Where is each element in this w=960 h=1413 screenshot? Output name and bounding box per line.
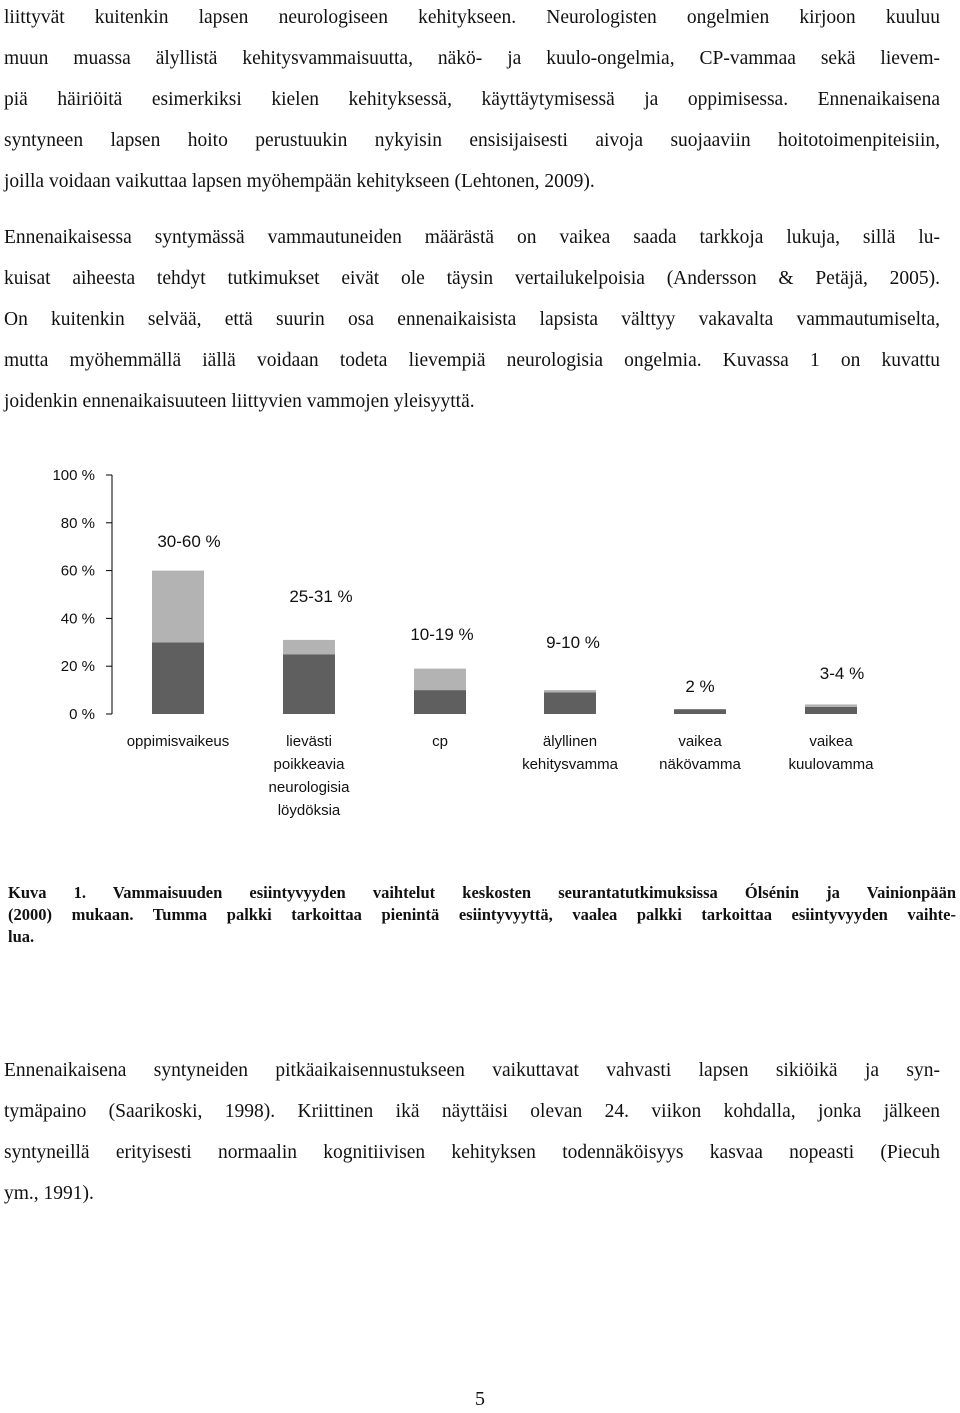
bar-minimum <box>544 692 596 714</box>
y-tick-label: 40 % <box>60 610 95 628</box>
paragraph-3-line: tymäpaino (Saarikoski, 1998). Kriittinen ikä näyttäisi olevan 24. viikon kohdalla, jonka jälkeen <box>4 1101 940 1122</box>
y-tick-label: 60 % <box>60 562 95 580</box>
paragraph-1-line: piä häiriöitä esimerkiksi kielen kehityksessä, käyttäytymisessä ja oppimisessa. Ennenaikaisena <box>4 89 940 110</box>
paragraph-1 <box>4 0 940 202</box>
y-tick-label: 100 % <box>52 467 95 484</box>
paragraph-1-line: syntyneen lapsen hoito perustuukin nykyisin ensisijaisesti aivoja suojaaviin hoitotoimenpiteisiin, <box>4 130 940 151</box>
data-label: 2 % <box>685 677 715 696</box>
bar-variation <box>544 690 596 692</box>
paragraph-2-line: kuisat aiheesta tehdyt tutkimukset eivät ole täysin vertailukelpoisia (Andersson & Petäjä, 2005). <box>4 268 940 289</box>
paragraph-2-line: mutta myöhemmällä iällä voidaan todeta lievempiä neurologisia ongelmia. Kuvassa 1 on kuvattu <box>4 350 940 371</box>
paragraph-1-line: muun muassa älyllistä kehitysvammaisuutta, näkö- ja kuulo-ongelmia, CP-vammaa sekä lievem- <box>4 48 940 69</box>
bar-minimum <box>283 654 335 714</box>
paragraph-2-line: joidenkin ennenaikaisuuteen liittyvien vammojen yleisyyttä. <box>4 391 475 412</box>
x-category-label: vaikea <box>809 733 853 750</box>
paragraph-3-line: syntyneillä erityisesti normaalin kognitiivisen kehityksen todennäköisyys kasvaa nopeasti (Piecuh <box>4 1142 940 1163</box>
x-category-label: kehitysvamma <box>522 756 618 773</box>
data-label: 10-19 % <box>410 625 474 644</box>
figure-caption <box>8 882 956 948</box>
y-axis <box>52 467 112 723</box>
paragraph-2-line: Ennenaikaisessa syntymässä vammautuneiden määrästä on vaikea saada tarkkoja lukuja, sillä lu- <box>4 227 940 248</box>
bar-variation <box>414 669 466 691</box>
y-tick-label: 80 % <box>60 514 95 532</box>
data-label: 30-60 % <box>157 532 221 551</box>
paragraph-1-line: joilla voidaan vaikuttaa lapsen myöhempään kehitykseen (Lehtonen, 2009). <box>4 171 595 192</box>
x-category-label: neurologisia <box>268 779 350 796</box>
x-category-label: lievästi <box>286 733 332 750</box>
data-labels <box>157 532 864 696</box>
paragraph-3 <box>4 1050 940 1214</box>
caption-line: Kuva 1. Vammaisuuden esiintyvyyden vaihtelut keskosten seurantatutkimuksissa Ólsénin ja Vainionpään <box>8 883 956 902</box>
data-label: 3-4 % <box>819 664 865 683</box>
y-tick-label: 20 % <box>60 658 95 676</box>
bar-variation <box>805 704 857 706</box>
caption-line: (2000) mukaan. Tumma palkki tarkoittaa pienintä esiintyvyyttä, vaalea palkki tarkoittaa esiintyvyyden vaihte- <box>8 905 956 924</box>
bar-variation <box>152 571 204 643</box>
data-label: 9-10 % <box>546 633 600 652</box>
x-category-label: löydöksia <box>277 802 341 819</box>
page-number: 5 <box>475 1388 485 1410</box>
data-label: 25-31 % <box>289 587 353 606</box>
bar-minimum <box>414 690 466 714</box>
bar-variation <box>283 640 335 654</box>
x-category-label: cp <box>432 733 448 750</box>
x-axis-labels <box>127 733 874 819</box>
bar-minimum <box>152 642 204 714</box>
x-category-label: oppimisvaikeus <box>126 733 230 750</box>
x-category-label: vaikea <box>678 733 722 750</box>
bar-minimum <box>805 707 857 714</box>
prevalence-bar-chart <box>0 450 960 850</box>
y-tick-label: 0 % <box>69 706 95 723</box>
caption-line: lua. <box>8 927 35 946</box>
paragraph-3-line: ym., 1991). <box>4 1183 94 1204</box>
x-category-label: näkövamma <box>659 756 741 773</box>
x-category-label: älyllinen <box>542 733 598 750</box>
paragraph-2-line: On kuitenkin selvää, että suurin osa ennenaikaisista lapsista välttyy vakavalta vammautumiselta, <box>4 309 940 330</box>
x-category-label: poikkeavia <box>273 756 345 773</box>
bars <box>152 571 857 714</box>
paragraph-2 <box>4 217 940 422</box>
x-category-label: kuulovamma <box>788 756 874 773</box>
paragraph-1-line: liittyvät kuitenkin lapsen neurologiseen kehitykseen. Neurologisten ongelmien kirjoon kuuluu <box>4 7 940 28</box>
paragraph-3-line: Ennenaikaisena syntyneiden pitkäaikaisennustukseen vaikuttavat vahvasti lapsen sikiöikä ja syn- <box>4 1060 940 1081</box>
bar-minimum <box>674 709 726 714</box>
